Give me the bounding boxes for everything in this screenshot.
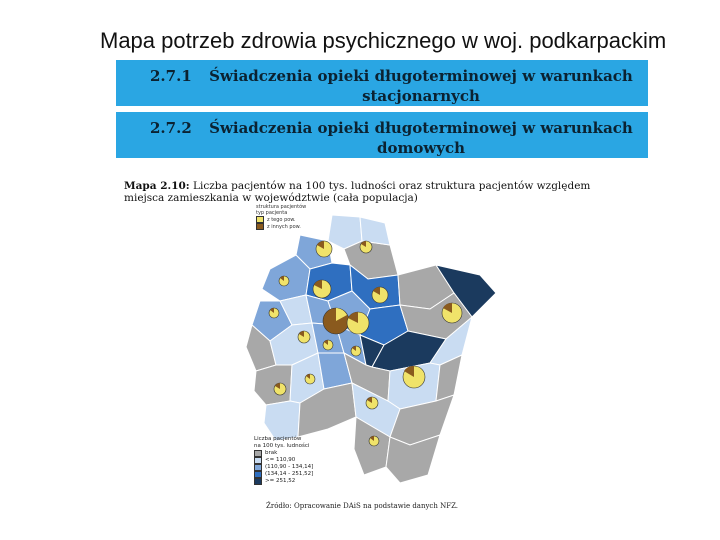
legend-swatch bbox=[254, 464, 262, 471]
county-region bbox=[254, 365, 292, 405]
pie-marker bbox=[279, 276, 289, 286]
pie-marker bbox=[274, 383, 286, 395]
section-heading bbox=[208, 66, 634, 106]
legend-label: <= 110,90 bbox=[265, 456, 296, 463]
pie-marker bbox=[347, 312, 369, 334]
section-bar-2-7-2 bbox=[116, 112, 648, 158]
legend-item bbox=[256, 223, 306, 230]
map-source-note: Źródło: Opracowanie DAiS na podstawie danych NFZ. bbox=[266, 502, 459, 510]
legend-label: (110,90 - 134,14] bbox=[265, 463, 314, 470]
legend-swatch bbox=[256, 216, 264, 223]
legend-subtitle: typ pacjenta bbox=[256, 210, 288, 216]
slide-title: Mapa potrzeb zdrowia psychicznego w woj. podkarpackim bbox=[100, 28, 667, 53]
pie-marker bbox=[323, 340, 333, 350]
legend-swatch bbox=[254, 450, 262, 457]
legend-swatch bbox=[254, 457, 262, 464]
map-caption-text: Liczba pacjentów na 100 tys. ludności oraz struktura pacjentów względem miejsca zamieszkania w województwie (cała populacja) bbox=[124, 180, 591, 204]
legend-item bbox=[254, 457, 313, 464]
legend-pie-structure bbox=[256, 204, 306, 230]
section-number: 2.7.2 bbox=[150, 119, 192, 137]
section-heading-line1: Świadczenia opieki długoterminowej w warunkach bbox=[209, 119, 633, 137]
pie-marker bbox=[403, 366, 425, 388]
pie-marker bbox=[323, 308, 349, 334]
pie-marker bbox=[369, 436, 379, 446]
section-heading-line2: stacjonarnych bbox=[362, 87, 480, 105]
section-bar-2-7-1 bbox=[116, 60, 648, 106]
legend-label: z tego pow. bbox=[267, 216, 296, 223]
map-caption bbox=[124, 180, 624, 204]
legend-title: Liczba pacjentów bbox=[254, 436, 302, 442]
legend-classes bbox=[254, 436, 313, 485]
county-region bbox=[360, 217, 390, 245]
legend-item bbox=[254, 471, 313, 478]
legend-label: (134,14 - 251,52] bbox=[265, 470, 314, 477]
legend-swatch bbox=[254, 471, 262, 478]
section-heading-line2: domowych bbox=[376, 139, 466, 157]
pie-marker bbox=[351, 346, 361, 356]
map-caption-label: Mapa 2.10: bbox=[124, 180, 190, 192]
legend-label: >= 251,52 bbox=[265, 477, 296, 484]
pie-marker bbox=[269, 308, 279, 318]
legend-swatch bbox=[256, 223, 264, 230]
legend-item bbox=[254, 478, 313, 485]
pie-marker bbox=[316, 241, 332, 257]
section-number: 2.7.1 bbox=[150, 67, 192, 85]
section-heading bbox=[208, 118, 634, 158]
legend-item bbox=[256, 216, 306, 223]
pie-marker bbox=[360, 241, 372, 253]
pie-marker bbox=[372, 287, 388, 303]
pie-marker bbox=[298, 331, 310, 343]
legend-item bbox=[254, 464, 313, 471]
pie-marker bbox=[305, 374, 315, 384]
legend-label: brak bbox=[265, 449, 278, 456]
pie-marker bbox=[313, 280, 331, 298]
pie-marker bbox=[366, 397, 378, 409]
legend-label: z innych pow. bbox=[267, 223, 301, 230]
section-heading-line1: Świadczenia opieki długoterminowej w warunkach bbox=[209, 67, 633, 85]
legend-swatch bbox=[254, 478, 262, 485]
county-region bbox=[264, 401, 300, 441]
legend-item bbox=[254, 450, 313, 457]
pie-marker bbox=[442, 303, 462, 323]
legend-title: struktura pacjentów bbox=[256, 204, 307, 210]
legend-subtitle: na 100 tys. ludności bbox=[254, 442, 310, 449]
